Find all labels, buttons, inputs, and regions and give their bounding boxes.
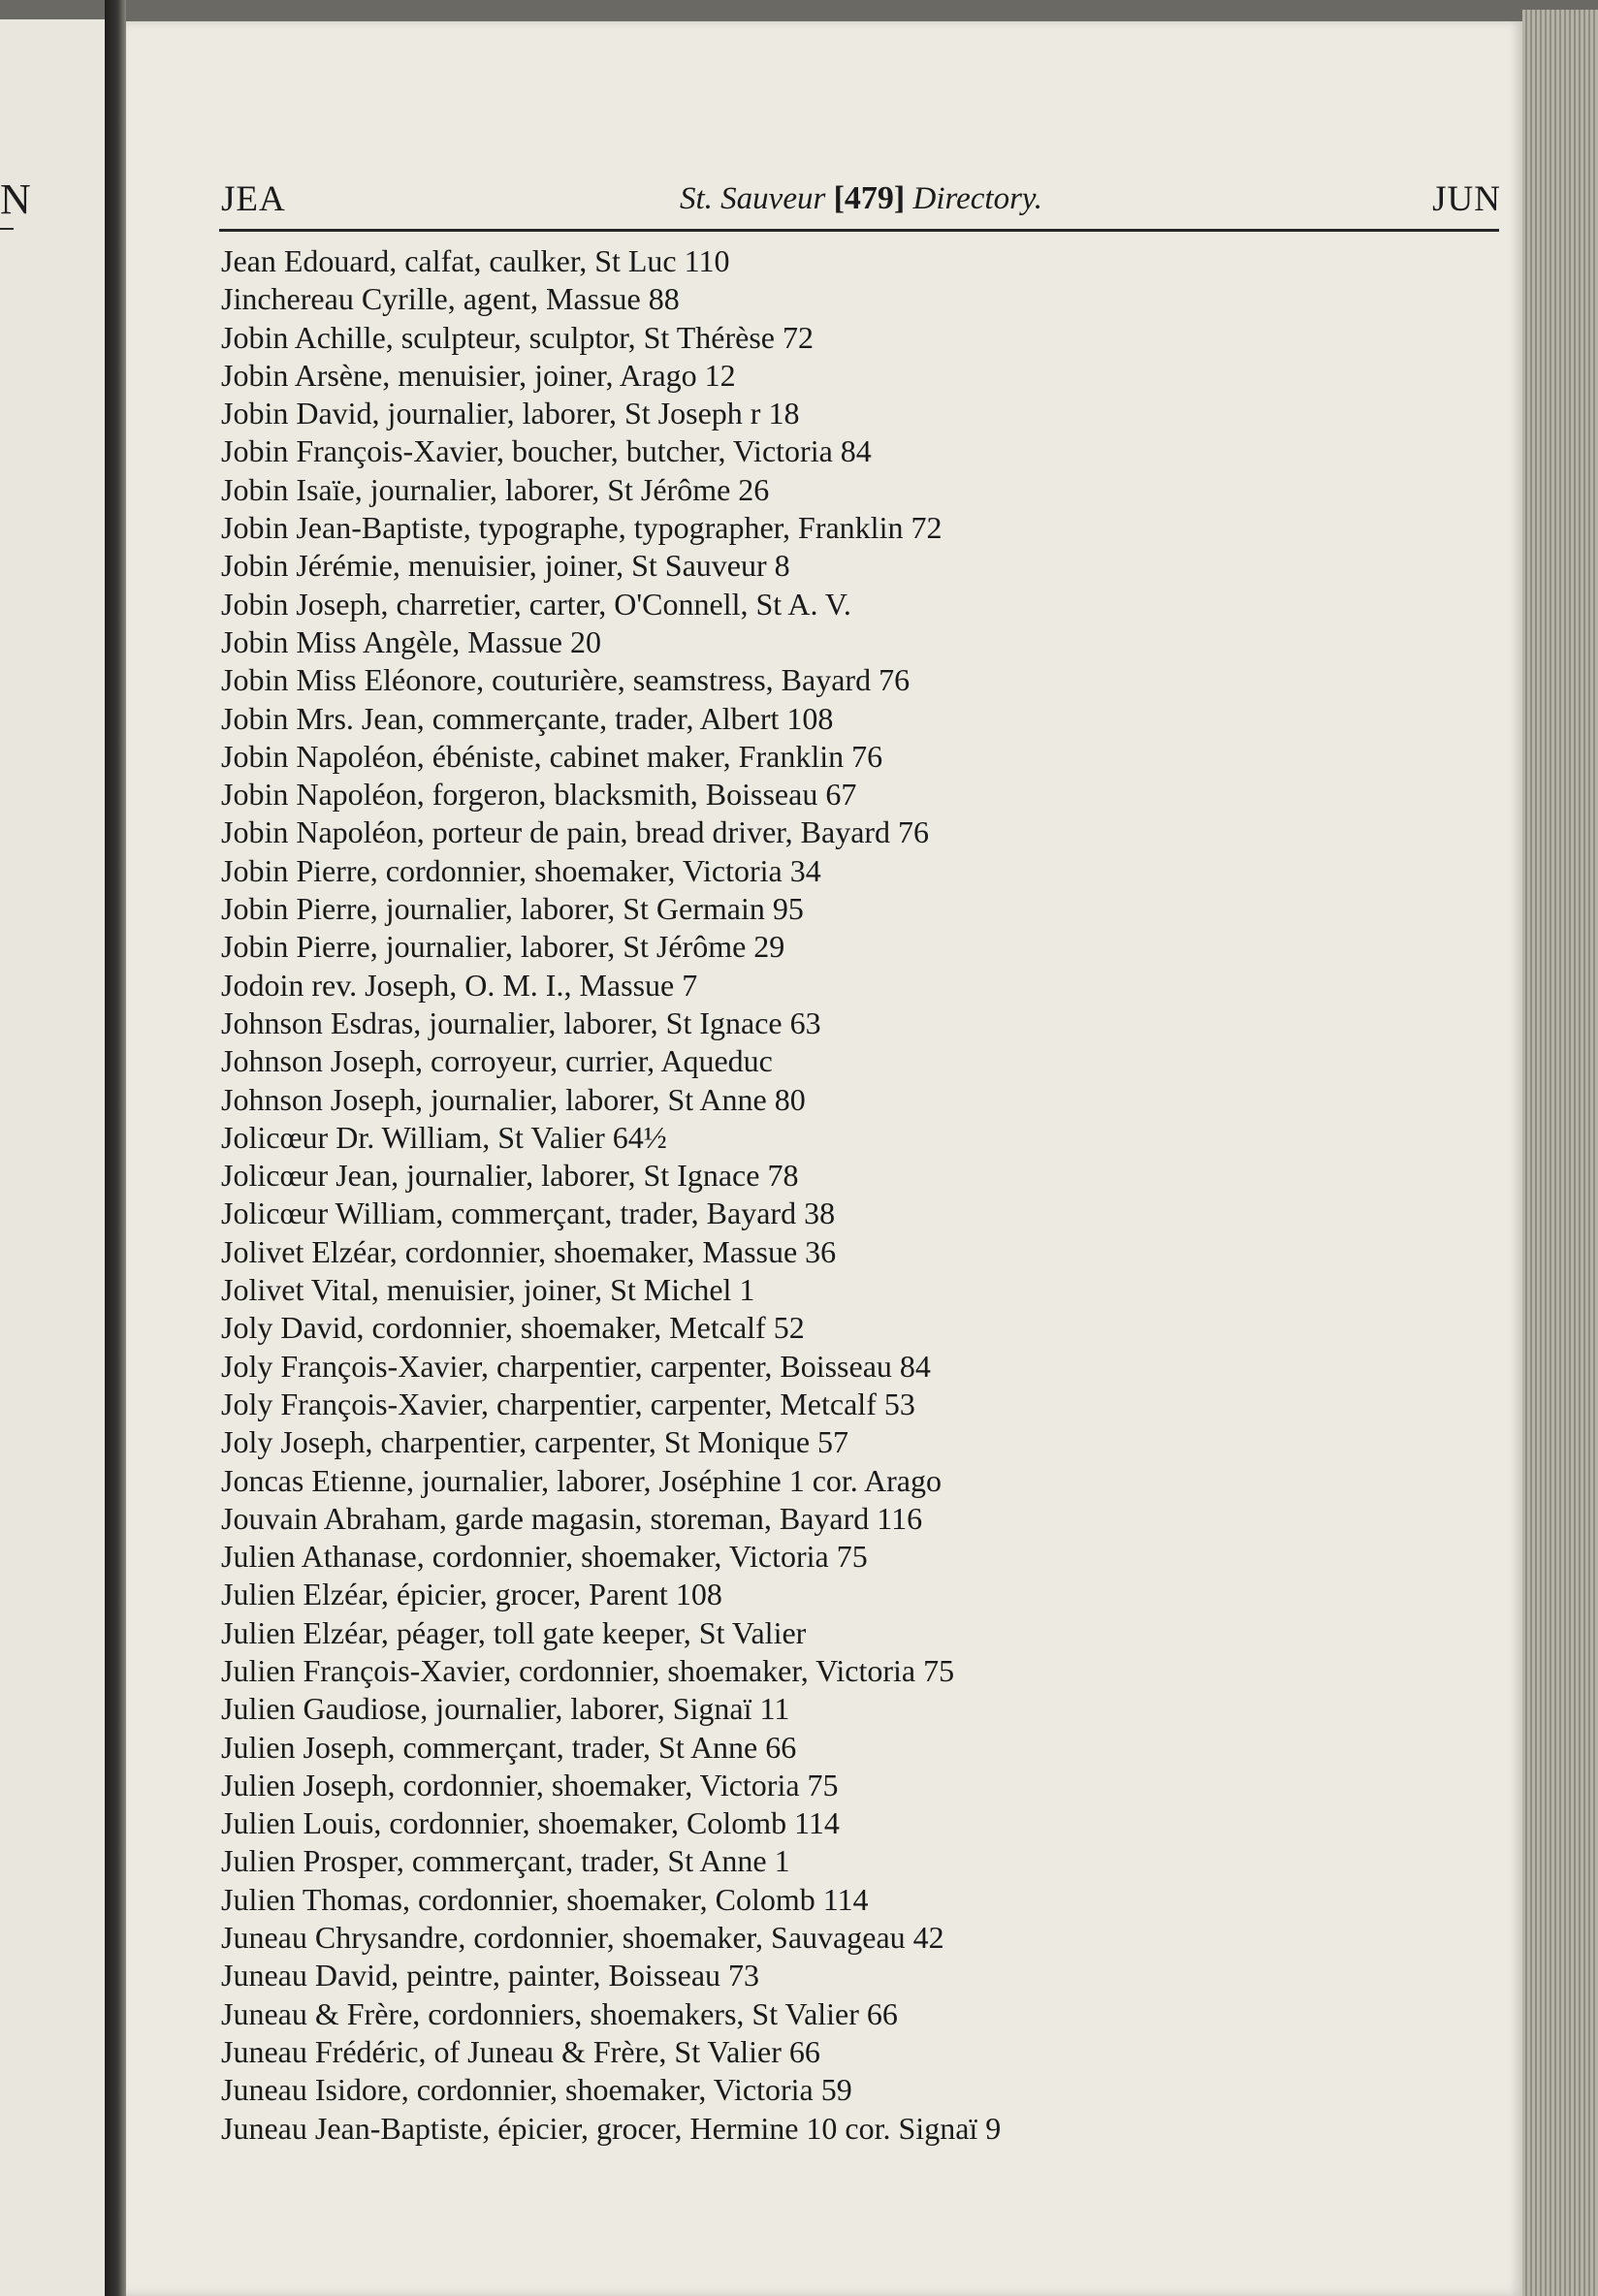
header-title: [221, 180, 1501, 217]
header-right-key: JUN: [1432, 179, 1501, 219]
directory-entry: Jobin Mrs. Jean, commerçante, trader, Albert 108: [221, 700, 834, 736]
directory-entry: Jolivet Vital, menuisier, joiner, St Michel 1: [221, 1272, 755, 1308]
directory-entry: Jobin Pierre, journalier, laborer, St Germain 95: [221, 891, 804, 927]
directory-entry: Jobin Miss Angèle, Massue 20: [221, 623, 601, 659]
directory-entry: Juneau & Frère, cordonniers, shoemakers, St Valier 66: [221, 1995, 898, 2031]
page-edges: [1522, 10, 1598, 2296]
directory-entry: Julien Gaudiose, journalier, laborer, Signaï 11: [221, 1691, 790, 1727]
directory-entry: Joncas Etienne, journalier, laborer, Joséphine 1 cor. Arago: [221, 1462, 942, 1498]
header-rule: [219, 229, 1499, 232]
directory-entry: Jobin Jérémie, menuisier, joiner, St Sauveur 8: [221, 548, 790, 584]
directory-entry: Jouvain Abraham, garde magasin, storeman, Bayard 116: [221, 1500, 923, 1536]
directory-entry: Johnson Joseph, journalier, laborer, St Anne 80: [221, 1081, 806, 1117]
header-title-suffix: Directory.: [912, 181, 1042, 216]
directory-entry: Jobin Pierre, cordonnier, shoemaker, Victoria 34: [221, 852, 821, 888]
directory-entry: Johnson Esdras, journalier, laborer, St Ignace 63: [221, 1004, 821, 1040]
directory-entry: Jinchereau Cyrille, agent, Massue 88: [221, 281, 680, 317]
directory-entry: Julien Thomas, cordonnier, shoemaker, Colomb 114: [221, 1881, 869, 1917]
directory-entry: Jean Edouard, calfat, caulker, St Luc 110: [221, 243, 730, 278]
directory-page: [126, 21, 1522, 2296]
directory-entry: Julien Joseph, commerçant, trader, St Anne 66: [221, 1729, 797, 1765]
directory-entry: Jolicœur Jean, journalier, laborer, St Ignace 78: [221, 1158, 799, 1194]
directory-entry: Joly David, cordonnier, shoemaker, Metcalf 52: [221, 1310, 805, 1346]
header-title-text: St. Sauveur: [680, 181, 826, 216]
directory-entry: Julien Elzéar, péager, toll gate keeper, St Valier: [221, 1614, 807, 1650]
directory-entry: Johnson Joseph, corroyeur, currier, Aqueduc: [221, 1043, 773, 1079]
directory-entry: Jolicœur Dr. William, St Valier 64½: [221, 1119, 667, 1155]
running-head: [221, 178, 1501, 227]
directory-entry: Juneau David, peintre, painter, Boisseau 73: [221, 1958, 760, 1993]
directory-entry: Jodoin rev. Joseph, O. M. I., Massue 7: [221, 967, 698, 1003]
facing-page: [0, 19, 107, 2296]
directory-entry: Julien Louis, cordonnier, shoemaker, Colomb 114: [221, 1805, 840, 1841]
directory-entry: Joly François-Xavier, charpentier, carpenter, Metcalf 53: [221, 1386, 915, 1421]
directory-entry: Jobin Isaïe, journalier, laborer, St Jérôme 26: [221, 471, 770, 507]
directory-entry: Jobin Joseph, charretier, carter, O'Connell, St A. V.: [221, 586, 851, 622]
directory-entry: Jobin Napoléon, forgeron, blacksmith, Boisseau 67: [221, 777, 857, 813]
directory-entry: Jobin Napoléon, porteur de pain, bread driver, Bayard 76: [221, 814, 930, 850]
directory-entry: Joly François-Xavier, charpentier, carpenter, Boisseau 84: [221, 1348, 931, 1384]
directory-entry: Jolivet Elzéar, cordonnier, shoemaker, Massue 36: [221, 1233, 837, 1269]
directory-entry: Juneau Jean-Baptiste, épicier, grocer, Hermine 10 cor. Signaï 9: [221, 2110, 1002, 2146]
facing-page-letter: N: [0, 175, 31, 223]
directory-entry: Jobin Jean-Baptiste, typographe, typographer, Franklin 72: [221, 510, 943, 546]
directory-entry: Jolicœur William, commerçant, trader, Bayard 38: [221, 1196, 836, 1231]
directory-entry: Jobin Miss Eléonore, couturière, seamstress, Bayard 76: [221, 662, 911, 698]
directory-entry: Juneau Frédéric, of Juneau & Frère, St Valier 66: [221, 2033, 820, 2069]
header-left-key: JEA: [221, 179, 286, 219]
facing-page-rule: [0, 228, 14, 230]
directory-entry: Julien François-Xavier, cordonnier, shoemaker, Victoria 75: [221, 1652, 955, 1688]
directory-entry: Joly Joseph, charpentier, carpenter, St Monique 57: [221, 1424, 849, 1460]
directory-entry: Juneau Isidore, cordonnier, shoemaker, Victoria 59: [221, 2072, 852, 2108]
directory-entry: Jobin Pierre, journalier, laborer, St Jérôme 29: [221, 929, 785, 965]
directory-entry: Jobin Arsène, menuisier, joiner, Arago 12: [221, 357, 736, 393]
directory-entry: Julien Joseph, cordonnier, shoemaker, Victoria 75: [221, 1767, 839, 1802]
directory-entries: [221, 242, 1501, 2148]
book-gutter: [105, 0, 126, 2296]
header-page-number: [479]: [833, 180, 906, 216]
directory-entry: Jobin David, journalier, laborer, St Joseph r 18: [221, 396, 800, 431]
directory-entry: Jobin François-Xavier, boucher, butcher, Victoria 84: [221, 433, 872, 469]
directory-entry: Julien Athanase, cordonnier, shoemaker, Victoria 75: [221, 1539, 868, 1575]
directory-entry: Julien Elzéar, épicier, grocer, Parent 108: [221, 1577, 722, 1612]
directory-entry: Juneau Chrysandre, cordonnier, shoemaker, Sauvageau 42: [221, 1920, 944, 1956]
directory-entry: Jobin Achille, sculpteur, sculptor, St Thérèse 72: [221, 319, 814, 355]
directory-entry: Jobin Napoléon, ébéniste, cabinet maker, Franklin 76: [221, 738, 883, 774]
directory-entry: Julien Prosper, commerçant, trader, St Anne 1: [221, 1843, 790, 1879]
